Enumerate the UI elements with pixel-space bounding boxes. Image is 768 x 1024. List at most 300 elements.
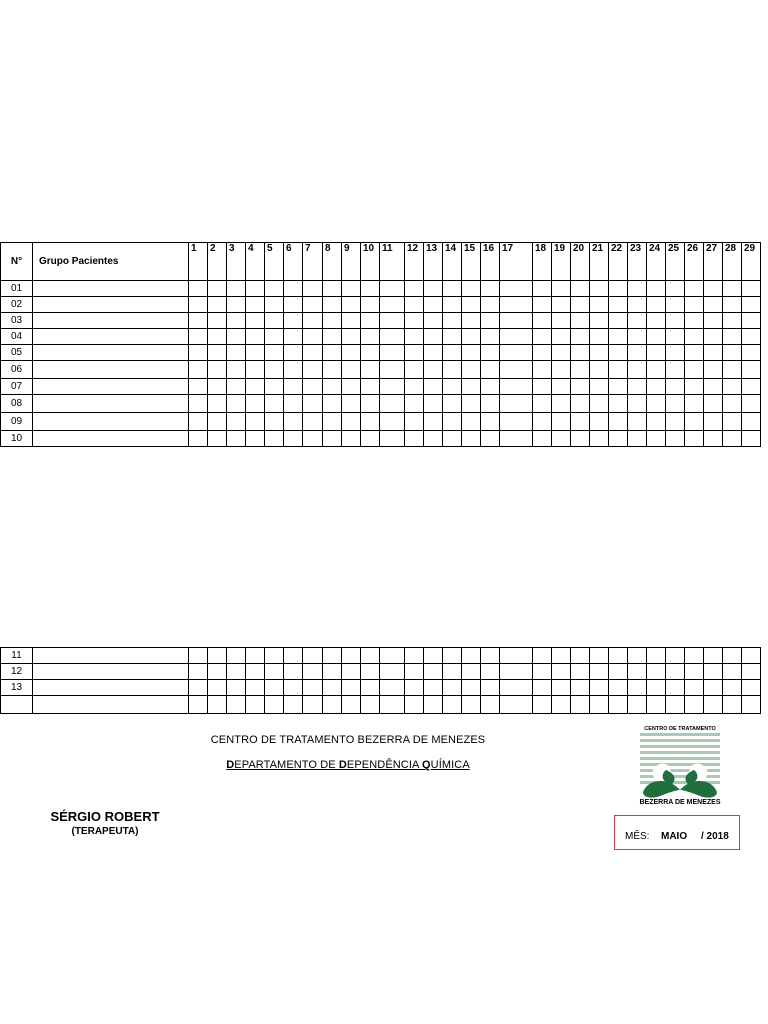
day-cell[interactable] bbox=[742, 297, 761, 313]
day-cell[interactable] bbox=[424, 297, 443, 313]
day-cell[interactable] bbox=[552, 648, 571, 664]
day-cell[interactable] bbox=[723, 379, 742, 395]
day-cell[interactable] bbox=[284, 648, 303, 664]
day-cell[interactable] bbox=[742, 696, 761, 714]
day-cell[interactable] bbox=[500, 361, 533, 379]
day-cell[interactable] bbox=[647, 361, 666, 379]
day-cell[interactable] bbox=[590, 431, 609, 447]
day-cell[interactable] bbox=[323, 379, 342, 395]
day-cell[interactable] bbox=[208, 281, 227, 297]
day-cell[interactable] bbox=[208, 431, 227, 447]
day-cell[interactable] bbox=[246, 345, 265, 361]
day-cell[interactable] bbox=[552, 361, 571, 379]
day-cell[interactable] bbox=[571, 648, 590, 664]
day-cell[interactable] bbox=[609, 313, 628, 329]
day-cell[interactable] bbox=[405, 281, 424, 297]
day-cell[interactable] bbox=[227, 281, 246, 297]
day-cell[interactable] bbox=[303, 361, 323, 379]
day-cell[interactable] bbox=[265, 313, 284, 329]
day-cell[interactable] bbox=[704, 431, 723, 447]
day-cell[interactable] bbox=[742, 379, 761, 395]
day-cell[interactable] bbox=[424, 648, 443, 664]
day-cell[interactable] bbox=[609, 395, 628, 413]
day-cell[interactable] bbox=[303, 431, 323, 447]
day-cell[interactable] bbox=[685, 313, 704, 329]
day-cell[interactable] bbox=[609, 345, 628, 361]
day-cell[interactable] bbox=[303, 395, 323, 413]
day-cell[interactable] bbox=[424, 413, 443, 431]
day-cell[interactable] bbox=[208, 379, 227, 395]
day-cell[interactable] bbox=[380, 361, 405, 379]
day-cell[interactable] bbox=[685, 413, 704, 431]
group-patient-cell[interactable] bbox=[33, 395, 189, 413]
day-cell[interactable] bbox=[265, 329, 284, 345]
day-cell[interactable] bbox=[647, 281, 666, 297]
day-cell[interactable] bbox=[405, 648, 424, 664]
day-cell[interactable] bbox=[666, 680, 685, 696]
day-cell[interactable] bbox=[481, 297, 500, 313]
day-cell[interactable] bbox=[380, 345, 405, 361]
day-cell[interactable] bbox=[342, 413, 361, 431]
day-cell[interactable] bbox=[481, 379, 500, 395]
day-cell[interactable] bbox=[323, 696, 342, 714]
day-cell[interactable] bbox=[552, 696, 571, 714]
day-cell[interactable] bbox=[704, 361, 723, 379]
day-cell[interactable] bbox=[342, 680, 361, 696]
day-cell[interactable] bbox=[424, 361, 443, 379]
day-cell[interactable] bbox=[284, 361, 303, 379]
day-cell[interactable] bbox=[380, 297, 405, 313]
day-cell[interactable] bbox=[405, 664, 424, 680]
day-cell[interactable] bbox=[303, 281, 323, 297]
group-patient-cell[interactable] bbox=[33, 361, 189, 379]
day-cell[interactable] bbox=[405, 379, 424, 395]
day-cell[interactable] bbox=[742, 345, 761, 361]
group-patient-cell[interactable] bbox=[33, 379, 189, 395]
day-cell[interactable] bbox=[742, 413, 761, 431]
group-patient-cell[interactable] bbox=[33, 281, 189, 297]
day-cell[interactable] bbox=[723, 413, 742, 431]
day-cell[interactable] bbox=[533, 680, 552, 696]
day-cell[interactable] bbox=[227, 297, 246, 313]
day-cell[interactable] bbox=[284, 664, 303, 680]
day-cell[interactable] bbox=[533, 345, 552, 361]
day-cell[interactable] bbox=[571, 395, 590, 413]
day-cell[interactable] bbox=[342, 696, 361, 714]
day-cell[interactable] bbox=[405, 345, 424, 361]
day-cell[interactable] bbox=[533, 431, 552, 447]
day-cell[interactable] bbox=[590, 329, 609, 345]
day-cell[interactable] bbox=[590, 648, 609, 664]
day-cell[interactable] bbox=[405, 313, 424, 329]
day-cell[interactable] bbox=[723, 680, 742, 696]
day-cell[interactable] bbox=[323, 281, 342, 297]
day-cell[interactable] bbox=[361, 361, 380, 379]
day-cell[interactable] bbox=[609, 696, 628, 714]
day-cell[interactable] bbox=[380, 648, 405, 664]
day-cell[interactable] bbox=[704, 648, 723, 664]
day-cell[interactable] bbox=[361, 431, 380, 447]
day-cell[interactable] bbox=[462, 297, 481, 313]
day-cell[interactable] bbox=[590, 361, 609, 379]
day-cell[interactable] bbox=[685, 431, 704, 447]
day-cell[interactable] bbox=[208, 696, 227, 714]
day-cell[interactable] bbox=[265, 297, 284, 313]
group-patient-cell[interactable] bbox=[33, 345, 189, 361]
day-cell[interactable] bbox=[704, 379, 723, 395]
day-cell[interactable] bbox=[284, 313, 303, 329]
day-cell[interactable] bbox=[500, 345, 533, 361]
day-cell[interactable] bbox=[208, 345, 227, 361]
day-cell[interactable] bbox=[342, 281, 361, 297]
day-cell[interactable] bbox=[227, 680, 246, 696]
day-cell[interactable] bbox=[723, 329, 742, 345]
day-cell[interactable] bbox=[303, 297, 323, 313]
day-cell[interactable] bbox=[342, 648, 361, 664]
day-cell[interactable] bbox=[208, 395, 227, 413]
day-cell[interactable] bbox=[284, 696, 303, 714]
day-cell[interactable] bbox=[405, 297, 424, 313]
day-cell[interactable] bbox=[742, 648, 761, 664]
day-cell[interactable] bbox=[462, 395, 481, 413]
day-cell[interactable] bbox=[246, 313, 265, 329]
day-cell[interactable] bbox=[227, 648, 246, 664]
day-cell[interactable] bbox=[500, 696, 533, 714]
day-cell[interactable] bbox=[590, 696, 609, 714]
day-cell[interactable] bbox=[303, 313, 323, 329]
day-cell[interactable] bbox=[533, 664, 552, 680]
day-cell[interactable] bbox=[462, 648, 481, 664]
day-cell[interactable] bbox=[462, 345, 481, 361]
day-cell[interactable] bbox=[666, 395, 685, 413]
day-cell[interactable] bbox=[571, 313, 590, 329]
day-cell[interactable] bbox=[628, 413, 647, 431]
day-cell[interactable] bbox=[405, 696, 424, 714]
day-cell[interactable] bbox=[571, 664, 590, 680]
day-cell[interactable] bbox=[424, 664, 443, 680]
day-cell[interactable] bbox=[323, 395, 342, 413]
day-cell[interactable] bbox=[303, 664, 323, 680]
day-cell[interactable] bbox=[443, 413, 462, 431]
day-cell[interactable] bbox=[500, 379, 533, 395]
day-cell[interactable] bbox=[361, 413, 380, 431]
day-cell[interactable] bbox=[380, 696, 405, 714]
day-cell[interactable] bbox=[500, 680, 533, 696]
day-cell[interactable] bbox=[443, 680, 462, 696]
day-cell[interactable] bbox=[685, 648, 704, 664]
day-cell[interactable] bbox=[723, 345, 742, 361]
day-cell[interactable] bbox=[189, 680, 208, 696]
day-cell[interactable] bbox=[284, 395, 303, 413]
day-cell[interactable] bbox=[361, 664, 380, 680]
day-cell[interactable] bbox=[265, 361, 284, 379]
day-cell[interactable] bbox=[284, 297, 303, 313]
day-cell[interactable] bbox=[571, 297, 590, 313]
day-cell[interactable] bbox=[227, 664, 246, 680]
day-cell[interactable] bbox=[704, 297, 723, 313]
day-cell[interactable] bbox=[666, 361, 685, 379]
day-cell[interactable] bbox=[227, 379, 246, 395]
day-cell[interactable] bbox=[666, 329, 685, 345]
day-cell[interactable] bbox=[424, 329, 443, 345]
day-cell[interactable] bbox=[284, 680, 303, 696]
day-cell[interactable] bbox=[666, 297, 685, 313]
day-cell[interactable] bbox=[685, 329, 704, 345]
day-cell[interactable] bbox=[552, 329, 571, 345]
day-cell[interactable] bbox=[189, 648, 208, 664]
day-cell[interactable] bbox=[303, 413, 323, 431]
day-cell[interactable] bbox=[481, 431, 500, 447]
day-cell[interactable] bbox=[424, 281, 443, 297]
day-cell[interactable] bbox=[246, 297, 265, 313]
day-cell[interactable] bbox=[685, 379, 704, 395]
day-cell[interactable] bbox=[361, 379, 380, 395]
day-cell[interactable] bbox=[647, 431, 666, 447]
day-cell[interactable] bbox=[609, 281, 628, 297]
day-cell[interactable] bbox=[628, 297, 647, 313]
day-cell[interactable] bbox=[628, 379, 647, 395]
day-cell[interactable] bbox=[723, 281, 742, 297]
day-cell[interactable] bbox=[246, 395, 265, 413]
day-cell[interactable] bbox=[380, 329, 405, 345]
day-cell[interactable] bbox=[481, 281, 500, 297]
day-cell[interactable] bbox=[552, 379, 571, 395]
group-patient-cell[interactable] bbox=[33, 648, 189, 664]
day-cell[interactable] bbox=[342, 431, 361, 447]
day-cell[interactable] bbox=[704, 395, 723, 413]
day-cell[interactable] bbox=[265, 379, 284, 395]
day-cell[interactable] bbox=[284, 379, 303, 395]
day-cell[interactable] bbox=[590, 395, 609, 413]
day-cell[interactable] bbox=[462, 696, 481, 714]
day-cell[interactable] bbox=[609, 379, 628, 395]
day-cell[interactable] bbox=[380, 413, 405, 431]
day-cell[interactable] bbox=[443, 431, 462, 447]
group-patient-cell[interactable] bbox=[33, 696, 189, 714]
day-cell[interactable] bbox=[361, 297, 380, 313]
day-cell[interactable] bbox=[666, 431, 685, 447]
day-cell[interactable] bbox=[405, 680, 424, 696]
day-cell[interactable] bbox=[609, 413, 628, 431]
day-cell[interactable] bbox=[189, 345, 208, 361]
day-cell[interactable] bbox=[742, 395, 761, 413]
day-cell[interactable] bbox=[323, 297, 342, 313]
day-cell[interactable] bbox=[284, 431, 303, 447]
day-cell[interactable] bbox=[571, 431, 590, 447]
day-cell[interactable] bbox=[647, 329, 666, 345]
day-cell[interactable] bbox=[380, 379, 405, 395]
day-cell[interactable] bbox=[552, 413, 571, 431]
day-cell[interactable] bbox=[647, 297, 666, 313]
day-cell[interactable] bbox=[246, 664, 265, 680]
day-cell[interactable] bbox=[628, 329, 647, 345]
day-cell[interactable] bbox=[246, 648, 265, 664]
day-cell[interactable] bbox=[443, 329, 462, 345]
day-cell[interactable] bbox=[189, 281, 208, 297]
day-cell[interactable] bbox=[462, 680, 481, 696]
day-cell[interactable] bbox=[265, 413, 284, 431]
day-cell[interactable] bbox=[742, 313, 761, 329]
group-patient-cell[interactable] bbox=[33, 297, 189, 313]
day-cell[interactable] bbox=[481, 329, 500, 345]
day-cell[interactable] bbox=[647, 395, 666, 413]
day-cell[interactable] bbox=[533, 696, 552, 714]
day-cell[interactable] bbox=[189, 395, 208, 413]
day-cell[interactable] bbox=[590, 379, 609, 395]
day-cell[interactable] bbox=[342, 297, 361, 313]
day-cell[interactable] bbox=[303, 696, 323, 714]
day-cell[interactable] bbox=[533, 395, 552, 413]
day-cell[interactable] bbox=[323, 329, 342, 345]
day-cell[interactable] bbox=[443, 281, 462, 297]
day-cell[interactable] bbox=[590, 664, 609, 680]
group-patient-cell[interactable] bbox=[33, 431, 189, 447]
day-cell[interactable] bbox=[666, 379, 685, 395]
day-cell[interactable] bbox=[265, 345, 284, 361]
day-cell[interactable] bbox=[628, 431, 647, 447]
day-cell[interactable] bbox=[342, 664, 361, 680]
day-cell[interactable] bbox=[227, 696, 246, 714]
day-cell[interactable] bbox=[628, 395, 647, 413]
day-cell[interactable] bbox=[609, 648, 628, 664]
day-cell[interactable] bbox=[685, 696, 704, 714]
day-cell[interactable] bbox=[500, 281, 533, 297]
day-cell[interactable] bbox=[323, 361, 342, 379]
day-cell[interactable] bbox=[405, 413, 424, 431]
day-cell[interactable] bbox=[647, 379, 666, 395]
day-cell[interactable] bbox=[481, 648, 500, 664]
day-cell[interactable] bbox=[361, 648, 380, 664]
day-cell[interactable] bbox=[647, 313, 666, 329]
day-cell[interactable] bbox=[628, 648, 647, 664]
day-cell[interactable] bbox=[590, 297, 609, 313]
day-cell[interactable] bbox=[628, 361, 647, 379]
day-cell[interactable] bbox=[500, 431, 533, 447]
day-cell[interactable] bbox=[462, 413, 481, 431]
day-cell[interactable] bbox=[552, 395, 571, 413]
day-cell[interactable] bbox=[246, 361, 265, 379]
day-cell[interactable] bbox=[284, 329, 303, 345]
day-cell[interactable] bbox=[227, 395, 246, 413]
day-cell[interactable] bbox=[189, 696, 208, 714]
day-cell[interactable] bbox=[208, 648, 227, 664]
day-cell[interactable] bbox=[685, 680, 704, 696]
day-cell[interactable] bbox=[571, 379, 590, 395]
day-cell[interactable] bbox=[723, 361, 742, 379]
day-cell[interactable] bbox=[590, 413, 609, 431]
day-cell[interactable] bbox=[443, 648, 462, 664]
day-cell[interactable] bbox=[443, 345, 462, 361]
day-cell[interactable] bbox=[500, 395, 533, 413]
group-patient-cell[interactable] bbox=[33, 664, 189, 680]
day-cell[interactable] bbox=[571, 329, 590, 345]
day-cell[interactable] bbox=[533, 648, 552, 664]
day-cell[interactable] bbox=[208, 361, 227, 379]
day-cell[interactable] bbox=[189, 664, 208, 680]
day-cell[interactable] bbox=[462, 664, 481, 680]
day-cell[interactable] bbox=[424, 431, 443, 447]
day-cell[interactable] bbox=[590, 345, 609, 361]
day-cell[interactable] bbox=[265, 648, 284, 664]
day-cell[interactable] bbox=[462, 361, 481, 379]
day-cell[interactable] bbox=[208, 297, 227, 313]
day-cell[interactable] bbox=[481, 680, 500, 696]
day-cell[interactable] bbox=[246, 680, 265, 696]
day-cell[interactable] bbox=[533, 379, 552, 395]
day-cell[interactable] bbox=[361, 680, 380, 696]
day-cell[interactable] bbox=[742, 680, 761, 696]
day-cell[interactable] bbox=[443, 313, 462, 329]
day-cell[interactable] bbox=[723, 297, 742, 313]
day-cell[interactable] bbox=[443, 361, 462, 379]
day-cell[interactable] bbox=[323, 664, 342, 680]
day-cell[interactable] bbox=[571, 696, 590, 714]
day-cell[interactable] bbox=[723, 431, 742, 447]
group-patient-cell[interactable] bbox=[33, 329, 189, 345]
day-cell[interactable] bbox=[647, 345, 666, 361]
day-cell[interactable] bbox=[227, 313, 246, 329]
day-cell[interactable] bbox=[647, 413, 666, 431]
day-cell[interactable] bbox=[342, 345, 361, 361]
day-cell[interactable] bbox=[685, 345, 704, 361]
day-cell[interactable] bbox=[500, 413, 533, 431]
day-cell[interactable] bbox=[704, 664, 723, 680]
day-cell[interactable] bbox=[361, 329, 380, 345]
day-cell[interactable] bbox=[208, 680, 227, 696]
day-cell[interactable] bbox=[380, 431, 405, 447]
day-cell[interactable] bbox=[533, 297, 552, 313]
day-cell[interactable] bbox=[284, 281, 303, 297]
day-cell[interactable] bbox=[571, 413, 590, 431]
day-cell[interactable] bbox=[246, 379, 265, 395]
day-cell[interactable] bbox=[704, 696, 723, 714]
day-cell[interactable] bbox=[424, 395, 443, 413]
day-cell[interactable] bbox=[424, 696, 443, 714]
day-cell[interactable] bbox=[227, 329, 246, 345]
day-cell[interactable] bbox=[590, 680, 609, 696]
day-cell[interactable] bbox=[647, 648, 666, 664]
day-cell[interactable] bbox=[571, 361, 590, 379]
day-cell[interactable] bbox=[704, 413, 723, 431]
day-cell[interactable] bbox=[481, 413, 500, 431]
day-cell[interactable] bbox=[380, 281, 405, 297]
day-cell[interactable] bbox=[571, 345, 590, 361]
day-cell[interactable] bbox=[265, 664, 284, 680]
day-cell[interactable] bbox=[723, 664, 742, 680]
day-cell[interactable] bbox=[500, 297, 533, 313]
day-cell[interactable] bbox=[405, 329, 424, 345]
day-cell[interactable] bbox=[552, 281, 571, 297]
group-patient-cell[interactable] bbox=[33, 680, 189, 696]
day-cell[interactable] bbox=[227, 361, 246, 379]
day-cell[interactable] bbox=[685, 297, 704, 313]
day-cell[interactable] bbox=[227, 345, 246, 361]
day-cell[interactable] bbox=[189, 297, 208, 313]
day-cell[interactable] bbox=[742, 361, 761, 379]
day-cell[interactable] bbox=[647, 664, 666, 680]
day-cell[interactable] bbox=[443, 664, 462, 680]
day-cell[interactable] bbox=[303, 379, 323, 395]
day-cell[interactable] bbox=[666, 648, 685, 664]
day-cell[interactable] bbox=[552, 680, 571, 696]
day-cell[interactable] bbox=[189, 313, 208, 329]
day-cell[interactable] bbox=[500, 313, 533, 329]
day-cell[interactable] bbox=[380, 664, 405, 680]
day-cell[interactable] bbox=[666, 345, 685, 361]
day-cell[interactable] bbox=[723, 313, 742, 329]
day-cell[interactable] bbox=[500, 648, 533, 664]
day-cell[interactable] bbox=[361, 345, 380, 361]
